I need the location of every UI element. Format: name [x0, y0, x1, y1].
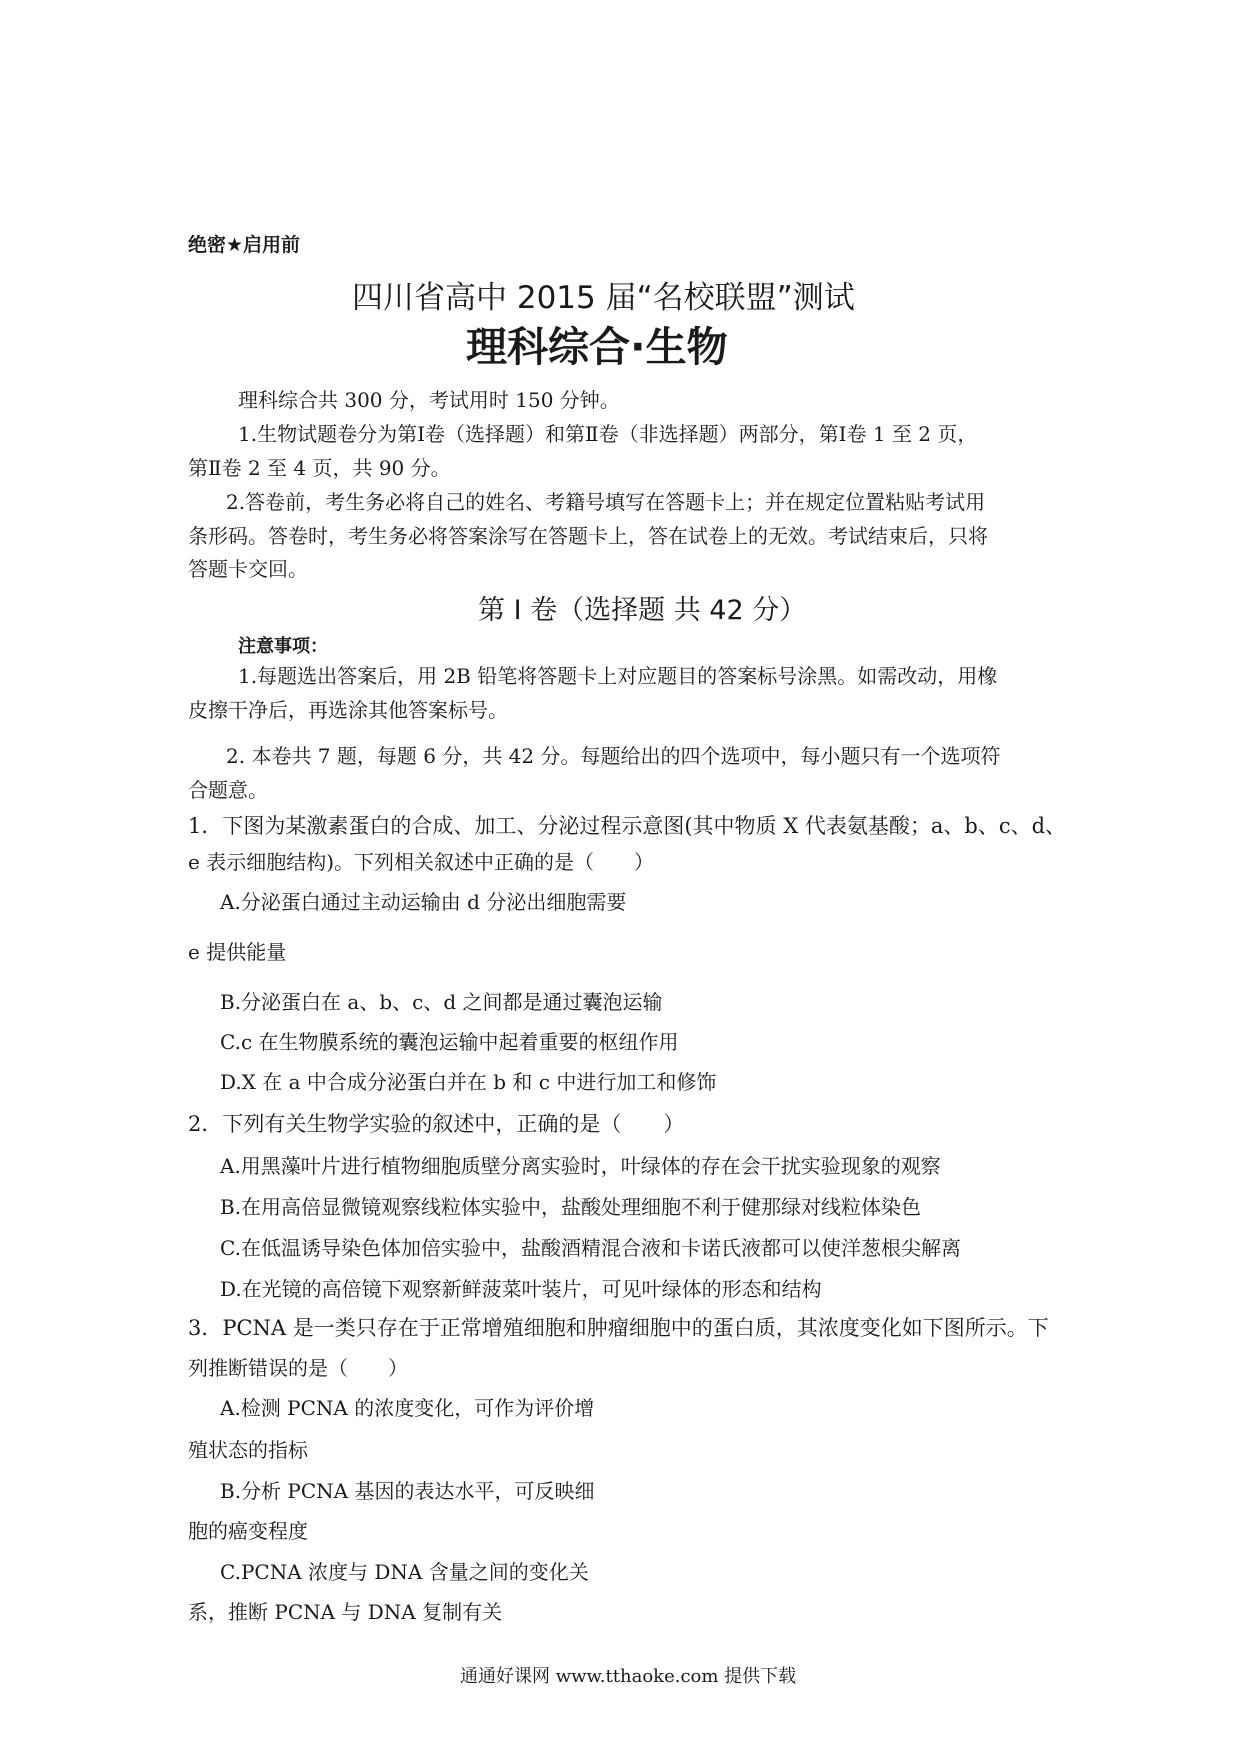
- q3-option-c-line2: 系，推断 PCNA 与 DNA 复制有关: [188, 1600, 503, 1624]
- notice1-line1: 1.每题选出答案后，用 2B 铅笔将答题卡上对应题目的答案标号涂黑。如需改动，用橡: [238, 664, 998, 688]
- notice1-line2: 皮擦干净后，再选涂其他答案标号。: [188, 698, 508, 722]
- q2-stem: 2．下列有关生物学实验的叙述中，正确的是（ ）: [188, 1112, 685, 1136]
- page-footer: 通通好课网 www.tthaoke.com 提供下载: [460, 1666, 797, 1687]
- q1-option-d: D.X 在 a 中合成分泌蛋白并在 b 和 c 中进行加工和修饰: [220, 1070, 717, 1094]
- notice2-line2: 合题意。: [188, 778, 268, 802]
- exam-title: 四川省高中 2015 届“名校联盟”测试: [352, 280, 855, 316]
- notice-title: 注意事项：: [238, 636, 328, 657]
- q1-option-a-line1: A.分泌蛋白通过主动运输由 d 分泌出细胞需要: [220, 890, 627, 914]
- q3-stem-line2: 列推断错误的是（ ）: [188, 1356, 408, 1380]
- notice2-line1: 2. 本卷共 7 题，每题 6 分，共 42 分。每题给出的四个选项中，每小题只有一个选项符: [226, 744, 1001, 768]
- q2-option-b: B.在用高倍显微镜观察线粒体实验中，盐酸处理细胞不利于健那绿对线粒体染色: [220, 1195, 922, 1219]
- subject-title: 理科综合·生物: [466, 323, 728, 371]
- q1-option-c: C.c 在生物膜系统的囊泡运输中起着重要的枢纽作用: [220, 1030, 679, 1054]
- intro-note2-line3: 答题卡交回。: [188, 557, 308, 581]
- q3-option-a-line2: 殖状态的指标: [188, 1438, 308, 1462]
- intro-note1-line2: 第Ⅱ卷 2 至 4 页，共 90 分。: [188, 456, 451, 480]
- q3-option-a-line1: A.检测 PCNA 的浓度变化，可作为评价增: [220, 1396, 595, 1420]
- intro-note1-line1: 1.生物试题卷分为第Ⅰ卷（选择题）和第Ⅱ卷（非选择题）两部分，第Ⅰ卷 1 至 2 页，: [238, 422, 978, 446]
- intro-total: 理科综合共 300 分，考试用时 150 分钟。: [238, 388, 620, 412]
- q1-option-b: B.分泌蛋白在 a、b、c、d 之间都是通过囊泡运输: [220, 990, 663, 1014]
- confidential-label: 绝密★启用前: [188, 234, 301, 256]
- q2-option-c: C.在低温诱导染色体加倍实验中，盐酸酒精混合液和卡诺氏液都可以使洋葱根尖解离: [220, 1236, 961, 1260]
- q3-option-b-line1: B.分析 PCNA 基因的表达水平，可反映细: [220, 1479, 595, 1503]
- q3-stem-line1: 3．PCNA 是一类只存在于正常增殖细胞和肿瘤细胞中的蛋白质，其浓度变化如下图所示。下: [188, 1316, 1049, 1340]
- q3-option-b-line2: 胞的癌变程度: [188, 1519, 308, 1543]
- q1-stem-line2: e 表示细胞结构)。下列相关叙述中正确的是（ ）: [188, 850, 654, 874]
- q1-option-a-line2: e 提供能量: [188, 940, 287, 964]
- q2-option-a: A.用黑藻叶片进行植物细胞质壁分离实验时，叶绿体的存在会干扰实验现象的观察: [220, 1154, 941, 1178]
- intro-note2-line1: 2.答卷前，考生务必将自己的姓名、考籍号填写在答题卡上；并在规定位置粘贴考试用: [226, 490, 986, 514]
- q3-option-c-line1: C.PCNA 浓度与 DNA 含量之间的变化关: [220, 1560, 589, 1584]
- intro-note2-line2: 条形码。答卷时，考生务必将答案涂写在答题卡上，答在试卷上的无效。考试结束后，只将: [188, 524, 988, 548]
- q2-option-d: D.在光镜的高倍镜下观察新鲜菠菜叶装片，可见叶绿体的形态和结构: [220, 1277, 822, 1301]
- q1-stem-line1: 1．下图为某激素蛋白的合成、加工、分泌过程示意图(其中物质 X 代表氨基酸；a、b、c、d、: [188, 814, 1067, 838]
- section-heading: 第 Ⅰ 卷（选择题 共 42 分）: [478, 595, 807, 626]
